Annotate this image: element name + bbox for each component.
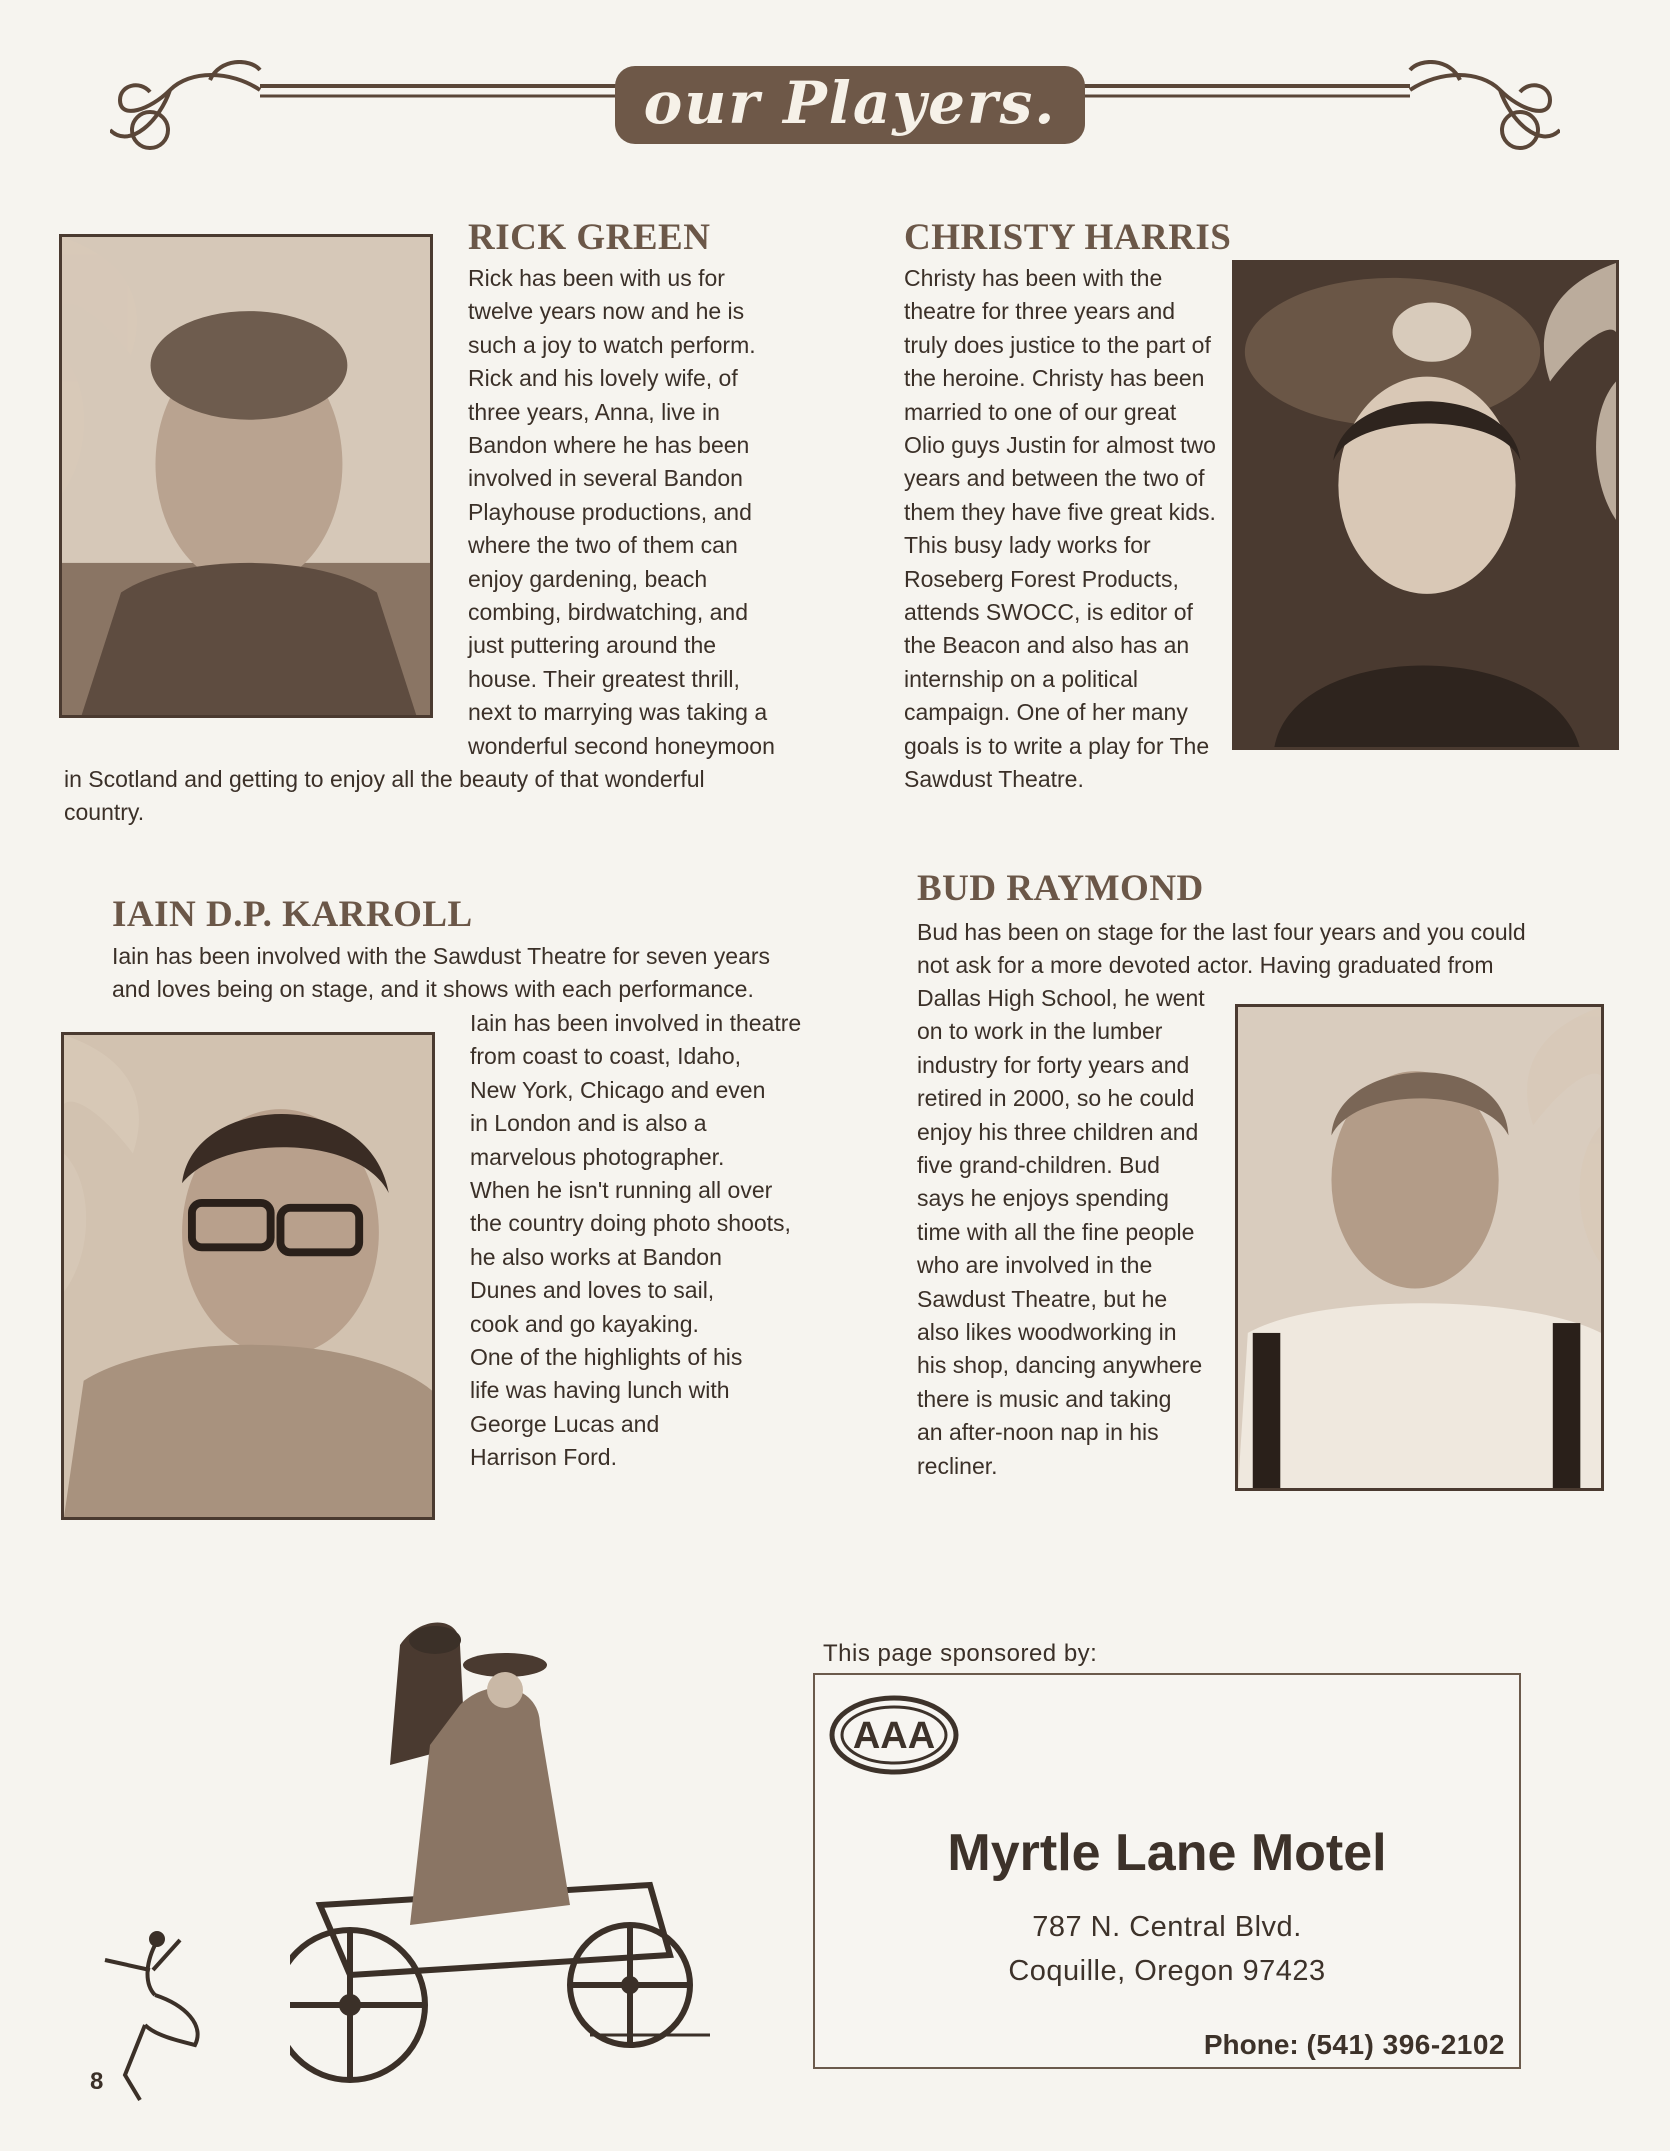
bio-line: who are involved in the bbox=[917, 1252, 1153, 1279]
bio-line: recliner. bbox=[917, 1452, 998, 1479]
bio-line: there is music and taking bbox=[917, 1385, 1172, 1412]
page-title: our Players. bbox=[615, 66, 1085, 144]
player-name-bud-raymond: BUD RAYMOND bbox=[917, 868, 1204, 909]
bio-rick-green bbox=[468, 262, 775, 763]
business-phone bbox=[1204, 2029, 1505, 2061]
bio-line: goals is to write a play for The bbox=[904, 732, 1210, 759]
bio-line: Playhouse productions, and bbox=[468, 498, 752, 525]
bio-line: This busy lady works for bbox=[904, 532, 1151, 559]
portrait-photo-bud-raymond bbox=[1235, 1004, 1604, 1491]
portrait-photo-christy-harris bbox=[1232, 260, 1619, 750]
bio-line: not ask for a more devoted actor. Having graduated from bbox=[917, 952, 1494, 979]
bio-line: such a joy to watch perform. bbox=[468, 331, 756, 358]
bio-line: truly does justice to the part of bbox=[904, 331, 1211, 358]
bio-line: says he enjoys spending bbox=[917, 1185, 1169, 1212]
bio-line: country. bbox=[64, 799, 145, 826]
bio-line: Dunes and loves to sail, bbox=[470, 1277, 715, 1304]
bio-line: cook and go kayaking. bbox=[470, 1310, 699, 1337]
player-name-rick-green: RICK GREEN bbox=[468, 217, 711, 258]
bio-line: campaign. One of her many bbox=[904, 699, 1188, 726]
bio-line: Bud has been on stage for the last four years and you could bbox=[917, 919, 1526, 945]
bio-line: Roseberg Forest Products, bbox=[904, 565, 1179, 592]
bio-line: enjoy gardening, beach bbox=[468, 565, 708, 592]
phone-label: Phone: bbox=[1203, 2029, 1299, 2060]
carriage-illustration bbox=[290, 1605, 710, 2105]
bio-line: Sawdust Theatre, but he bbox=[917, 1285, 1168, 1312]
aaa-logo-text: AAA bbox=[852, 1715, 936, 1757]
bio-line: house. Their greatest thrill, bbox=[468, 665, 740, 692]
bio-line: involved in several Bandon bbox=[468, 465, 743, 492]
bio-line: New York, Chicago and even bbox=[470, 1076, 766, 1103]
bio-line: Sawdust Theatre. bbox=[904, 766, 1084, 793]
bio-line: George Lucas and bbox=[470, 1410, 660, 1437]
business-name: Myrtle Lane Motel bbox=[947, 1824, 1387, 1882]
bio-line: industry for forty years and bbox=[917, 1051, 1190, 1078]
bio-line: he also works at Bandon bbox=[470, 1243, 722, 1270]
dancer-illustration bbox=[85, 1925, 215, 2105]
bio-line: them they have five great kids. bbox=[904, 498, 1216, 525]
bio-line: next to marrying was taking a bbox=[468, 699, 768, 726]
aaa-logo bbox=[829, 1695, 959, 1775]
bio-line: marvelous photographer. bbox=[470, 1143, 725, 1170]
bio-line: Iain has been involved in theatre bbox=[470, 1010, 802, 1036]
sponsor-caption: This page sponsored by: bbox=[823, 1640, 1098, 1667]
bio-line: internship on a political bbox=[904, 665, 1138, 692]
bio-line: Harrison Ford. bbox=[470, 1444, 617, 1471]
bio-line: enjoy his three children and bbox=[917, 1118, 1199, 1145]
bio-line: Olio guys Justin for almost two bbox=[904, 432, 1216, 459]
bio-line: and loves being on stage, and it shows with each performance. bbox=[112, 976, 754, 1003]
bio-line: an after-noon nap in his bbox=[917, 1419, 1159, 1446]
business-address-line2: Coquille, Oregon 97423 bbox=[1008, 1955, 1326, 1987]
bio-line: twelve years now and he is bbox=[468, 298, 745, 325]
bio-line: One of the highlights of his bbox=[470, 1344, 743, 1371]
bio-line: combing, birdwatching, and bbox=[468, 599, 748, 626]
bio-iain-karroll bbox=[470, 1007, 801, 1475]
bio-line: Dallas High School, he went bbox=[917, 985, 1205, 1011]
bio-line: where the two of them can bbox=[468, 532, 738, 559]
bio-line: attends SWOCC, is editor of bbox=[904, 599, 1193, 626]
bio-line: the country doing photo shoots, bbox=[470, 1210, 791, 1237]
bio-line: just puttering around the bbox=[468, 632, 717, 659]
bio-line: the Beacon and also has an bbox=[904, 632, 1190, 659]
bio-line: the heroine. Christy has been bbox=[904, 365, 1205, 392]
bio-line: also likes woodworking in bbox=[917, 1319, 1177, 1346]
bio-line: from coast to coast, Idaho, bbox=[470, 1043, 742, 1070]
bio-bud-raymond bbox=[917, 982, 1205, 1483]
portrait-photo-rick-green bbox=[59, 234, 433, 718]
portrait-photo-iain-karroll bbox=[61, 1032, 435, 1520]
bio-line: years and between the two of bbox=[904, 465, 1205, 492]
page-number: 8 bbox=[90, 2068, 104, 2095]
bio-line: time with all the fine people bbox=[917, 1218, 1195, 1245]
bio-line: theatre for three years and bbox=[904, 298, 1176, 325]
section-banner bbox=[110, 60, 1560, 160]
bio-rick-green-continued bbox=[64, 763, 705, 830]
bio-line: his shop, dancing anywhere bbox=[917, 1352, 1203, 1379]
sponsor-ad bbox=[813, 1673, 1521, 2069]
phone-number: (541) 396-2102 bbox=[1306, 2029, 1505, 2060]
business-address-line1: 787 N. Central Blvd. bbox=[1032, 1911, 1302, 1943]
bio-line: wonderful second honeymoon bbox=[468, 732, 775, 759]
bio-line: in London and is also a bbox=[470, 1110, 707, 1137]
bio-line: on to work in the lumber bbox=[917, 1018, 1163, 1045]
bio-christy-harris bbox=[904, 262, 1216, 797]
bio-line: married to one of our great bbox=[904, 398, 1177, 425]
bio-line: When he isn't running all over bbox=[470, 1177, 773, 1204]
bio-iain-karroll-intro bbox=[112, 940, 770, 1007]
bio-bud-raymond-intro bbox=[917, 916, 1526, 983]
bio-line: life was having lunch with bbox=[470, 1377, 730, 1404]
bio-line: five grand-children. Bud bbox=[917, 1152, 1160, 1179]
bio-line: Bandon where he has been bbox=[468, 432, 750, 459]
bio-line: Christy has been with the bbox=[904, 265, 1163, 291]
bio-line: retired in 2000, so he could bbox=[917, 1085, 1195, 1112]
bio-line: Iain has been involved with the Sawdust Theatre for seven years bbox=[112, 943, 771, 969]
player-name-iain-karroll: IAIN D.P. KARROLL bbox=[112, 894, 473, 935]
bio-line: three years, Anna, live in bbox=[468, 398, 720, 425]
bio-line: Rick and his lovely wife, of bbox=[468, 365, 738, 392]
player-name-christy-harris: CHRISTY HARRIS bbox=[904, 217, 1232, 258]
bio-line: Rick has been with us for bbox=[468, 265, 725, 291]
bio-line: in Scotland and getting to enjoy all the beauty of that wonderful bbox=[64, 766, 705, 792]
